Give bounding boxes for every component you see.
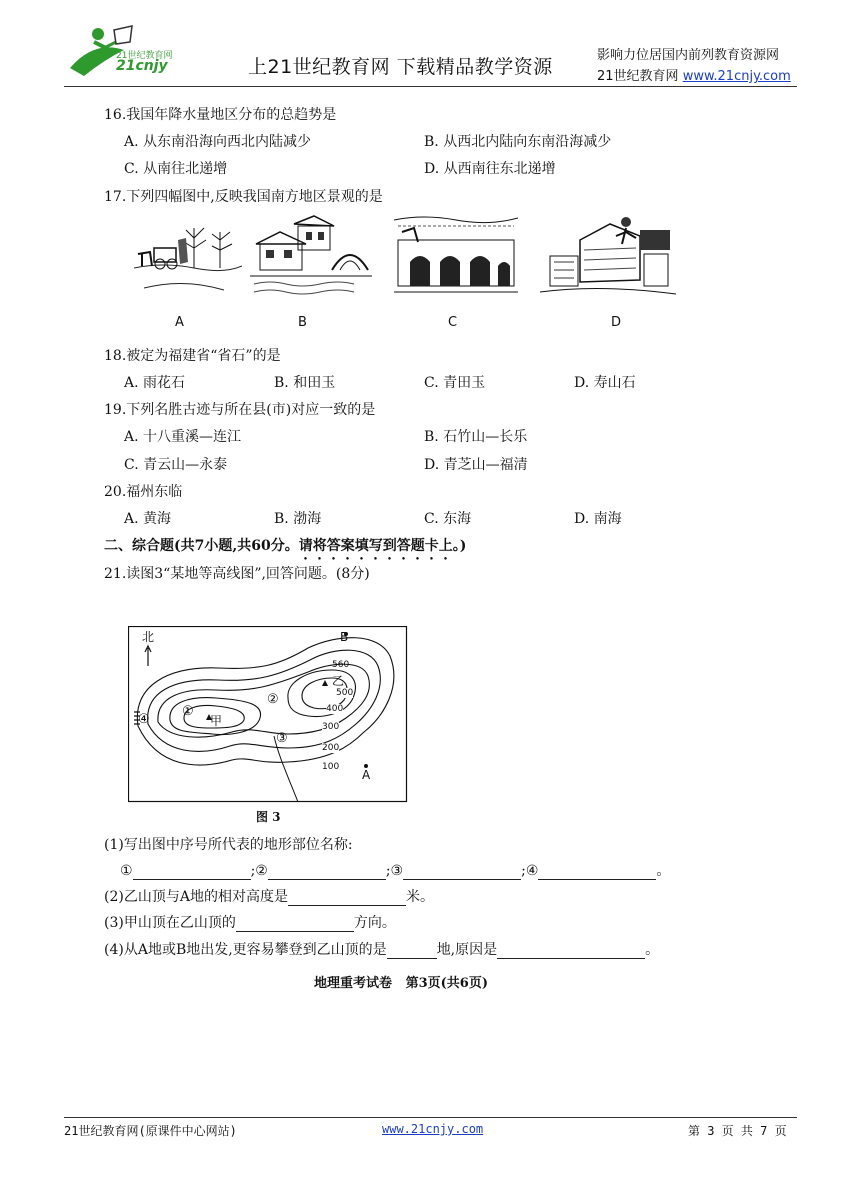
- blank-2-label: ;②: [250, 863, 268, 879]
- site-logo: [64, 20, 184, 82]
- header-site: [597, 65, 791, 84]
- image-label-a: A: [175, 315, 184, 330]
- q21-sub3: [104, 912, 396, 932]
- q21-sub3-end: 方向。: [353, 915, 396, 931]
- q18-option-c: C. 青田玉: [424, 375, 486, 391]
- map-point-a: A: [362, 768, 371, 782]
- logo-caption: 21世纪教育网: [116, 51, 173, 61]
- blank-1-label: ①: [120, 863, 133, 879]
- header-site-link[interactable]: www.21cnjy.com: [682, 69, 791, 84]
- q21-sub2-unit: 米。: [405, 889, 434, 905]
- q19-option-d: D. 青芝山—福清: [424, 457, 528, 473]
- footer-page: 第 3 页 共 7 页: [688, 1124, 787, 1138]
- landscape-image-b: [250, 214, 372, 298]
- question-20-stem: 20.福州东临: [104, 484, 183, 500]
- footer-left: 21世纪教育网(原课件中心网站): [64, 1124, 237, 1138]
- q16-option-c: C. 从南往北递增: [124, 161, 228, 177]
- q21-sub1-blanks: [120, 860, 670, 880]
- sub2-blank[interactable]: [288, 891, 406, 906]
- map-caption: 图 3: [256, 810, 281, 824]
- contour-label-100: 100: [322, 762, 340, 772]
- header-site-prefix: 21世纪教育网: [597, 69, 683, 84]
- sub4-blank-2[interactable]: [497, 944, 645, 959]
- sub4-blank-1[interactable]: [387, 944, 437, 959]
- q19-option-a: A. 十八重溪—连江: [124, 429, 242, 445]
- contour-label-400: 400: [326, 704, 344, 714]
- contour-label-500: 500: [336, 688, 354, 698]
- logo-wordmark: 21cnjy: [116, 58, 168, 74]
- map-marker-3: ③: [276, 731, 288, 746]
- section-2-close: ): [459, 538, 467, 554]
- blank-4-line[interactable]: [538, 865, 656, 880]
- contour-label-200: 200: [322, 743, 340, 753]
- q20-option-c: C. 东海: [424, 511, 472, 527]
- question-16-stem: 16.我国年降水量地区分布的总趋势是: [104, 107, 337, 123]
- q16-option-a: A. 从东南沿海向西北内陆减少: [124, 134, 312, 150]
- q21-sub1: (1)写出图中序号所代表的地形部位名称:: [104, 837, 353, 853]
- q18-option-b: B. 和田玉: [274, 375, 336, 391]
- landscape-image-c: [394, 212, 518, 300]
- blank-2-line[interactable]: [268, 865, 386, 880]
- q21-sub4-mid: 地,原因是: [436, 942, 498, 958]
- image-label-c: C: [448, 315, 458, 330]
- map-point-b: B: [340, 630, 349, 644]
- landscape-image-d: [540, 210, 676, 300]
- question-17-stem: 17.下列四幅图中,反映我国南方地区景观的是: [104, 189, 383, 205]
- blank-3-label: ;③: [385, 863, 404, 879]
- q16-option-b: B. 从西北内陆向东南沿海减少: [424, 134, 612, 150]
- section-2-title: 二、综合题(共7小题,共60分。: [104, 538, 299, 554]
- contour-label-300: 300: [322, 722, 340, 732]
- q19-option-b: B. 石竹山—长乐: [424, 429, 528, 445]
- map-marker-1: ①: [182, 704, 194, 719]
- question-18-stem: 18.被定为福建省“省石”的是: [104, 348, 281, 364]
- landscape-image-a: [134, 218, 242, 298]
- q21-sub3-text: (3)甲山顶在乙山顶的: [104, 915, 236, 931]
- question-19-stem: 19.下列名胜古迹与所在县(市)对应一致的是: [104, 402, 376, 418]
- q21-sub4: [104, 939, 659, 959]
- map-marker-4: ④: [138, 712, 150, 727]
- header-divider: [64, 86, 797, 87]
- q21-sub2: [104, 886, 434, 906]
- q16-option-d: D. 从西南往东北递增: [424, 161, 556, 177]
- exam-page-number: 地理重考试卷 第3页(共6页): [314, 976, 488, 991]
- q19-option-c: C. 青云山—永泰: [124, 457, 228, 473]
- q20-option-a: A. 黄海: [124, 511, 172, 527]
- image-label-b: B: [298, 315, 307, 330]
- q21-sub4-end: 。: [645, 942, 660, 958]
- section-2-heading: [104, 535, 466, 563]
- q21-sub2-text: (2)乙山顶与A地的相对高度是: [104, 889, 288, 905]
- question-21-stem: 21.读图3“某地等高线图”,回答问题。(8分): [104, 566, 370, 582]
- q18-option-a: A. 雨花石: [124, 375, 186, 391]
- image-label-d: D: [611, 315, 622, 330]
- footer-link[interactable]: www.21cnjy.com: [382, 1122, 484, 1136]
- footer-divider: [64, 1117, 797, 1118]
- q20-option-b: B. 渤海: [274, 511, 322, 527]
- map-north-label: 北: [142, 630, 155, 644]
- sub3-blank[interactable]: [236, 917, 354, 932]
- map-peak-yi: 乙: [332, 674, 345, 688]
- section-2-instruction: 请将答案填写到答题卡上。: [298, 538, 460, 554]
- map-peak-jia: 甲: [210, 714, 223, 728]
- q18-option-d: D. 寿山石: [574, 375, 636, 391]
- header-title: 上21世纪教育网 下载精品教学资源: [248, 56, 553, 78]
- blank-3-line[interactable]: [403, 865, 521, 880]
- map-marker-2: ②: [267, 692, 279, 707]
- blank-end: 。: [656, 863, 671, 879]
- q20-option-d: D. 南海: [574, 511, 622, 527]
- map-peak-elevation: 560: [332, 660, 350, 670]
- blank-4-label: ;④: [521, 863, 539, 879]
- header-tagline: 影响力位居国内前列教育资源网: [597, 48, 780, 63]
- blank-1-line[interactable]: [133, 865, 251, 880]
- q21-sub4-text: (4)从A地或B地出发,更容易攀登到乙山顶的是: [104, 942, 387, 958]
